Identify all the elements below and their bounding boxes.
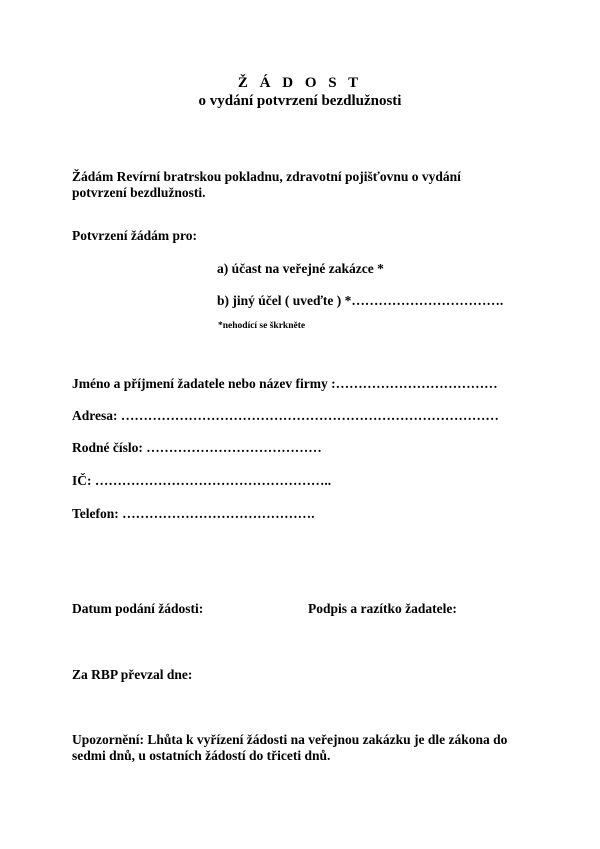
- footnote-strike-out: *nehodící se škrkněte: [218, 321, 306, 331]
- purpose-label: Potvrzení žádám pro:: [72, 228, 197, 243]
- birth-number-field: Rodné číslo: …………………………………: [72, 440, 322, 455]
- rbp-received-label: Za RBP převzal dne:: [72, 667, 193, 682]
- option-a-public-contract: a) účast na veřejné zakázce *: [217, 261, 384, 276]
- ic-field: IČ: ……………………………………………..: [72, 473, 332, 488]
- phone-field: Telefon: …………………………………….: [72, 506, 315, 521]
- address-field: Adresa: …………………………………………………………………………: [72, 408, 499, 423]
- signature-stamp-label: Podpis a razítko žadatele:: [308, 601, 457, 616]
- request-text-line-2: potvrzení bezdlužnosti.: [72, 185, 206, 200]
- notice-line-2: sedmi dnů, u ostatních žádostí do třiceti dnů.: [72, 748, 331, 763]
- document-subtitle: o vydání potvrzení bezdlužnosti: [198, 93, 402, 109]
- submission-date-label: Datum podání žádosti:: [72, 601, 204, 616]
- document-title: Ž Á D O S T: [237, 75, 363, 91]
- name-field: Jméno a příjmení žadatele nebo název firmy :………………………………: [72, 376, 498, 391]
- option-b-other-purpose: b) jiný účel ( uveďte ) *…………………………….: [217, 293, 504, 308]
- request-text-line-1: Žádám Revírní bratrskou pokladnu, zdravotní pojišťovnu o vydání: [72, 169, 461, 184]
- notice-line-1: Upozornění: Lhůta k vyřízení žádosti na veřejnou zakázku je dle zákona do: [72, 732, 508, 747]
